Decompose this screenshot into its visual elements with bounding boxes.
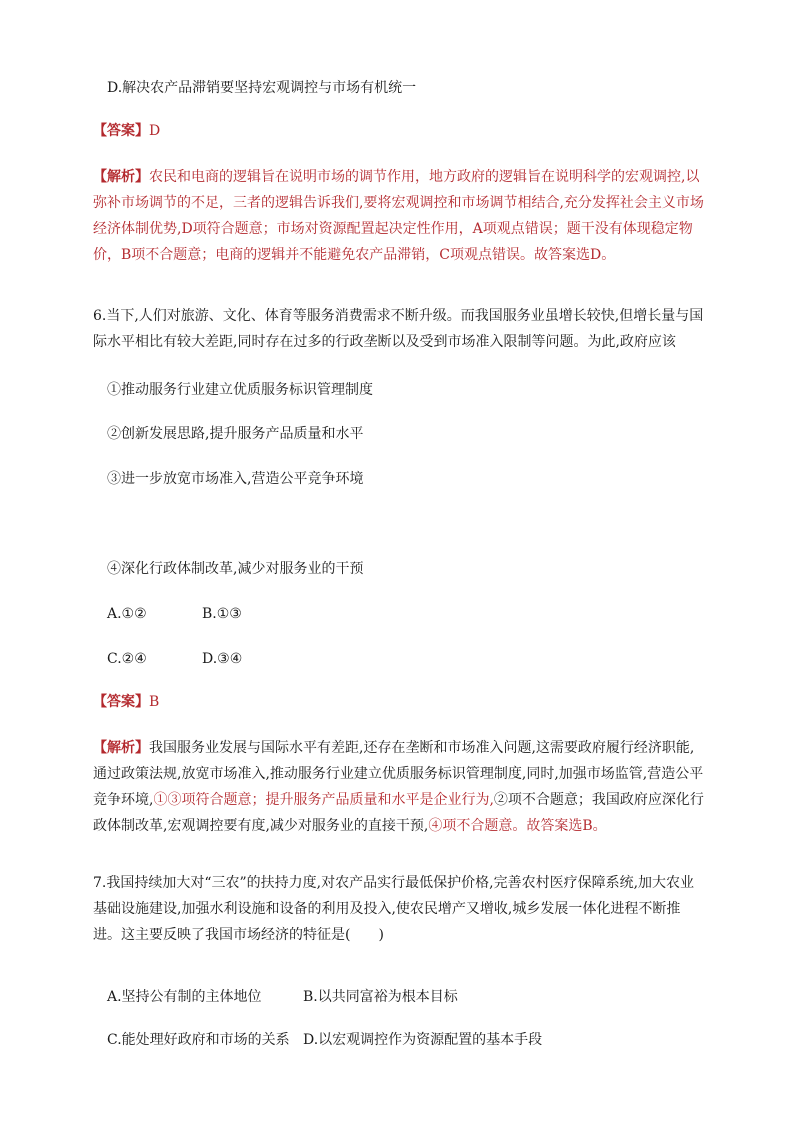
answer-value: B: [149, 694, 160, 710]
analysis-tag: 【解析】: [93, 169, 149, 185]
analysis-text: 农民和电商的逻辑旨在说明市场的调节作用，地方政府的逻辑旨在说明科学的宏观调控,以弥补市场调节的不足，三者的逻辑告诉我们,要将宏观调控和市场调节相结合,充分发挥社会主义市场经济体制优势,D项符合题意；市场对资源配置起决定性作用，A项观点错误；题干没有体现稳定物价，B项不合题意；电商的逻辑并不能避免农产品滞销，C项观点错误。故答案选D。: [93, 169, 704, 263]
question-7-options-row-2: [107, 1029, 542, 1049]
question-6-options-row-1: [107, 606, 242, 622]
option-d[interactable]: D.③④: [202, 651, 243, 667]
question-6-item-2: ②创新发展思路,提升服务产品质量和水平: [107, 426, 364, 442]
question-6-item-3: ③进一步放宽市场准入,营造公平竞争环境: [107, 471, 364, 487]
option-a[interactable]: A.①②: [107, 606, 147, 622]
analysis-text-3: ②项不合题意；我国政府应深化行政体制改革,宏观调控要有度,减少对服务业的直接干预,: [93, 792, 704, 834]
question-6-analysis: [93, 735, 705, 839]
option-d[interactable]: D.以宏观调控作为资源配置的基本手段: [303, 1032, 543, 1048]
answer-tag: 【答案】: [93, 123, 149, 139]
analysis-text-1: 我国服务业发展与国际水平有差距,还存在垄断和市场准入问题,这需要政府履行经济职能,通过政策法规,放宽市场准入,推动服务行业建立优质服务标识管理制度,同时,加强市场监管,营造公平竞争环境,: [93, 740, 704, 808]
answer-tag: 【答案】: [93, 694, 149, 710]
question-7-options-row-1: [107, 986, 458, 1006]
option-a[interactable]: A.坚持公有制的主体地位: [107, 989, 262, 1005]
option-b[interactable]: B.以共同富裕为根本目标: [303, 989, 458, 1005]
question-6-options-row-2: [107, 651, 242, 667]
question-6-answer: [93, 695, 159, 709]
question-5-option-d: D.解决农产品滞销要坚持宏观调控与市场有机统一: [107, 80, 417, 96]
analysis-text-2: ①③项符合题意；提升服务产品质量和水平是企业行为,: [153, 792, 494, 808]
option-c[interactable]: C.②④: [107, 651, 147, 667]
option-c[interactable]: C.能处理好政府和市场的关系: [107, 1032, 290, 1048]
analysis-text-4: ④项不合题意。故答案选B。: [428, 818, 607, 834]
answer-value: D: [149, 123, 161, 139]
question-6-stem: 6.当下,人们对旅游、文化、体育等服务消费需求不断升级。而我国服务业虽增长较快,但增长量与国际水平相比有较大差距,同时存在过多的行政垄断以及受到市场准入限制等问题。为此,政府应该: [93, 308, 704, 350]
option-b[interactable]: B.①③: [202, 606, 242, 622]
question-6-item-1: ①推动服务行业建立优质服务标识管理制度: [107, 382, 373, 398]
question-5-answer: [93, 124, 160, 138]
question-7-stem: 7.我国持续加大对“三农”的扶持力度,对农产品实行最低保护价格,完善农村医疗保障系统,加大农业基础设施建设,加强水利设施和设备的利用及投入,使农民增产又增收,城乡发展一体化进程不断推进。这主要反映了我国市场经济的特征是( ): [93, 875, 695, 943]
question-6-item-4: ④深化行政体制改革,减少对服务业的干预: [107, 561, 364, 577]
question-5-analysis: [93, 164, 705, 268]
analysis-tag: 【解析】: [93, 740, 149, 756]
